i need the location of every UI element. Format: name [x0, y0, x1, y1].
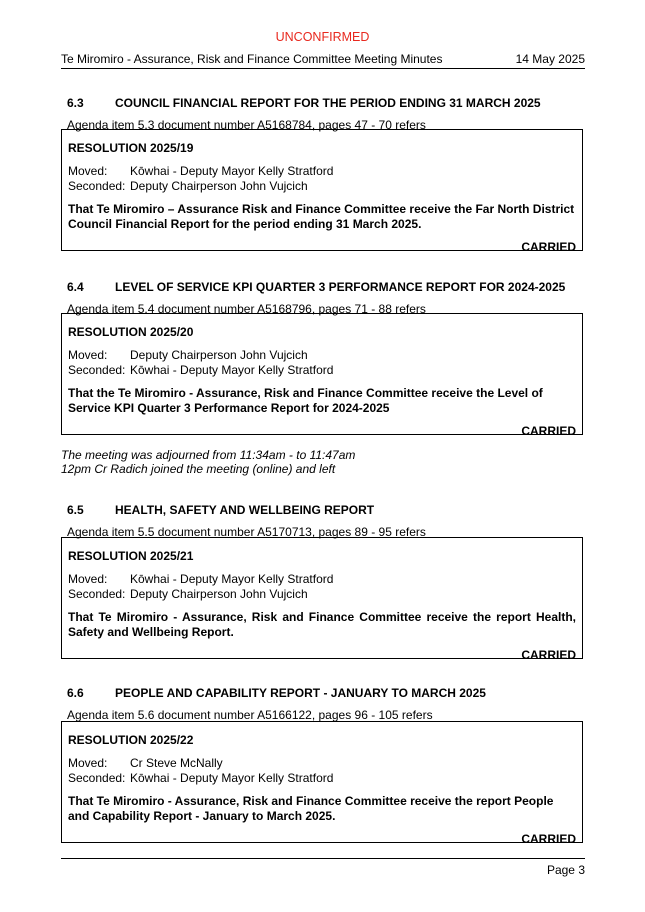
- seconded-by: Deputy Chairperson John Vujcich: [130, 587, 308, 601]
- page-number: Page 3: [546, 863, 585, 877]
- moved-row: [68, 348, 576, 362]
- section-6-6: [67, 686, 585, 722]
- carried-label: CARRIED: [521, 648, 576, 662]
- seconded-by: Deputy Chairperson John Vujcich: [130, 179, 308, 193]
- note-cr-radich: 12pm Cr Radich joined the meeting (online) and left: [61, 462, 336, 476]
- resolution-title: RESOLUTION 2025/19: [68, 141, 194, 155]
- motion-text: That the Te Miromiro - Assurance, Risk and Finance Committee receive the Level of Service KPI Quarter 3 Performance Report for 2024-2025: [68, 386, 543, 415]
- seconded-row: [68, 587, 576, 601]
- resolution-box: [61, 537, 583, 662]
- moved-label: Moved:: [68, 164, 108, 178]
- section-title: HEALTH, SAFETY AND WELLBEING REPORT: [115, 503, 375, 517]
- seconded-row: [68, 363, 576, 377]
- agenda-reference: Agenda item 5.3 document number A5168784, pages 47 - 70 refers: [67, 118, 426, 132]
- seconded-row: [68, 771, 576, 785]
- seconded-label: Seconded:: [68, 179, 126, 193]
- seconded-label: Seconded:: [68, 771, 126, 785]
- section-heading: [67, 280, 585, 294]
- section-6-4: [67, 280, 585, 316]
- header-date: 14 May 2025: [515, 52, 585, 66]
- moved-label: Moved:: [68, 348, 108, 362]
- moved-label: Moved:: [68, 572, 108, 586]
- agenda-reference: Agenda item 5.4 document number A5168796, pages 71 - 88 refers: [67, 302, 426, 316]
- moved-label: Moved:: [68, 756, 108, 770]
- section-title: COUNCIL FINANCIAL REPORT FOR THE PERIOD ENDING 31 MARCH 2025: [115, 96, 541, 110]
- section-6-5: [67, 503, 585, 539]
- resolution-box: [61, 721, 583, 846]
- page-header: [61, 52, 585, 69]
- section-heading: [67, 503, 585, 517]
- moved-row: [68, 164, 576, 178]
- resolution-box: [61, 313, 583, 438]
- note-adjourned: The meeting was adjourned from 11:34am - to 11:47am: [61, 448, 356, 462]
- meeting-note: [61, 448, 355, 476]
- seconded-row: [68, 179, 576, 193]
- section-number: 6.5: [67, 503, 84, 517]
- resolution-box: [61, 129, 583, 254]
- seconded-label: Seconded:: [68, 587, 126, 601]
- section-number: 6.6: [67, 686, 84, 700]
- section-6-3: [67, 96, 585, 132]
- section-heading: [67, 96, 585, 110]
- seconded-by: Kōwhai - Deputy Mayor Kelly Stratford: [130, 363, 334, 377]
- moved-by: Deputy Chairperson John Vujcich: [130, 348, 308, 362]
- unconfirmed-label: UNCONFIRMED: [275, 30, 370, 44]
- seconded-by: Kōwhai - Deputy Mayor Kelly Stratford: [130, 771, 334, 785]
- seconded-label: Seconded:: [68, 363, 126, 377]
- motion-text: That Te Miromiro - Assurance, Risk and Finance Committee receive the report Health, Safety and Wellbeing Report.: [68, 610, 576, 639]
- resolution-title: RESOLUTION 2025/20: [68, 325, 194, 339]
- agenda-reference: Agenda item 5.5 document number A5170713, pages 89 - 95 refers: [67, 525, 426, 539]
- section-number: 6.4: [67, 280, 84, 294]
- footer-divider: [61, 858, 585, 859]
- carried-label: CARRIED: [521, 240, 576, 254]
- moved-row: [68, 756, 576, 770]
- motion-text: That Te Miromiro - Assurance, Risk and Finance Committee receive the report People and Capability Report - January to March 2025.: [68, 794, 554, 823]
- agenda-reference: Agenda item 5.6 document number A5166122, pages 96 - 105 refers: [67, 708, 433, 722]
- section-title: PEOPLE AND CAPABILITY REPORT - JANUARY TO MARCH 2025: [115, 686, 486, 700]
- carried-label: CARRIED: [521, 832, 576, 846]
- moved-by: Kōwhai - Deputy Mayor Kelly Stratford: [130, 164, 334, 178]
- moved-row: [68, 572, 576, 586]
- motion-text: That Te Miromiro – Assurance Risk and Finance Committee receive the Far North District Council Financial Report for the period ending 31 March 2025.: [68, 202, 575, 231]
- moved-by: Kōwhai - Deputy Mayor Kelly Stratford: [130, 572, 334, 586]
- section-heading: [67, 686, 585, 700]
- header-title: Te Miromiro - Assurance, Risk and Finance Committee Meeting Minutes: [61, 52, 443, 66]
- resolution-title: RESOLUTION 2025/22: [68, 733, 194, 747]
- moved-by: Cr Steve McNally: [130, 756, 223, 770]
- resolution-title: RESOLUTION 2025/21: [68, 549, 194, 563]
- carried-label: CARRIED: [521, 424, 576, 438]
- section-number: 6.3: [67, 96, 84, 110]
- section-title: LEVEL OF SERVICE KPI QUARTER 3 PERFORMANCE REPORT FOR 2024-2025: [115, 280, 566, 294]
